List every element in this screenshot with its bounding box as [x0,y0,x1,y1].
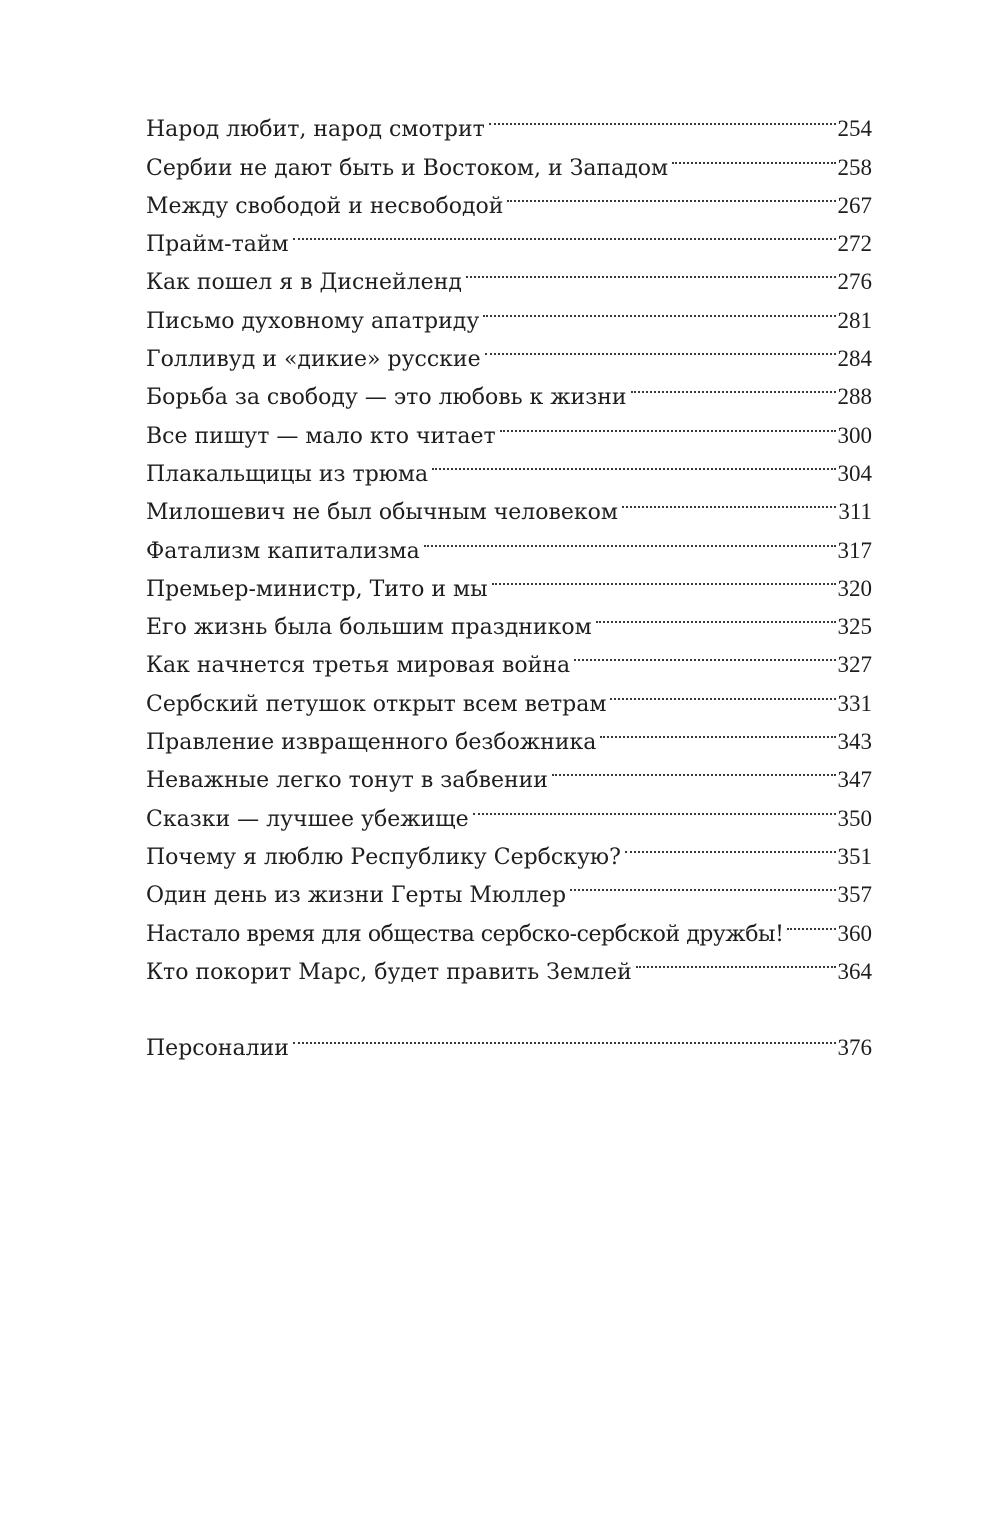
toc-entry-page: 254 [837,116,872,142]
toc-entry-title: Один день из жизни Герты Мюллер [146,883,567,909]
toc-entry-page: 258 [837,154,872,180]
toc-entry-page: 288 [837,384,872,410]
toc-entry-page: 376 [837,1035,872,1061]
toc-entry-page: 357 [837,882,872,908]
toc-entry-title: Народ любит, народ смотрит [146,117,485,143]
toc-entry-page: 364 [837,958,872,984]
toc-entry-appendix [146,1017,872,1062]
toc-entry-page: 317 [837,537,872,563]
dot-leader [631,366,836,404]
toc-entry-title: Голливуд и «дикие» русские [146,347,481,373]
toc-entry-page: 325 [837,614,872,640]
dot-leader [432,443,835,481]
dot-leader [596,596,836,634]
toc-entry-page: 276 [837,269,872,295]
toc-entry-title: Почему я люблю Республику Сербскую? [146,844,621,870]
dot-leader [483,289,835,327]
toc-entry-title: Кто покорит Марс, будет править Землей [146,959,632,985]
toc-entry-title: Плакальщицы из трюма [146,461,429,487]
toc-entry-page: 347 [837,767,872,793]
toc-entry-page: 320 [837,575,872,601]
toc-entry-title: Милошевич не был обычным человеком [146,500,618,526]
toc-entry-page: 360 [837,920,872,946]
dot-leader [485,328,836,366]
toc-entry-page: 304 [837,460,872,486]
dot-leader [507,175,835,213]
toc-entry-title: Как пошел я в Диснейленд [146,270,462,296]
toc-entry-title: Сербский петушок открыт всем ветрам [146,691,607,717]
toc-entry-page: 327 [837,652,872,678]
toc-entry-title: Неважные легко тонут в забвении [146,768,548,794]
toc-entry-title: Премьер-министр, Тито и мы [146,576,488,602]
dot-leader [574,634,835,672]
dot-leader [424,519,836,557]
toc-entry-page: 331 [837,690,872,716]
toc-entry-title: Сказки — лучшее убежище [146,806,469,832]
dot-leader [622,481,836,519]
toc-entry-page: 300 [837,422,872,448]
toc-entry-page: 272 [837,231,872,257]
toc-entry-page: 311 [838,499,872,525]
dot-leader [489,98,836,136]
toc-entry-title: Письмо духовному апатриду [146,308,480,334]
toc-entry-title: Все пишут — мало кто читает [146,423,496,449]
toc-entry-page: 343 [837,729,872,755]
toc-entry-title: Борьба за свободу — это любовь к жизни [146,385,627,411]
toc-entry [146,98,872,143]
dot-leader [672,136,835,174]
dot-leader [466,251,836,289]
toc-entry-page: 267 [837,192,872,218]
toc-entry-title: Его жизнь была большим праздником [146,615,592,641]
dot-leader [610,672,835,710]
dot-leader [492,558,836,596]
toc-entry-page: 284 [837,346,872,372]
dot-leader [600,711,835,749]
dot-leader [293,213,836,251]
toc-entry-title: Правление извращенного безбожника [146,730,597,756]
dot-leader [787,902,835,940]
toc-entry-page: 351 [837,843,872,869]
toc-entry-page: 281 [837,307,872,333]
dot-leader [293,1017,836,1055]
toc-entry-title: Сербии не дают быть и Востоком, и Западом [146,155,669,181]
dot-leader [625,826,836,864]
dot-leader [473,787,836,825]
toc-entry-title: Прайм-тайм [146,232,289,258]
dot-leader [570,864,835,902]
toc-entry-title: Настало время для общества сербско-сербской дружбы! [146,921,784,947]
toc-entry-page: 350 [837,805,872,831]
dot-leader [552,749,836,787]
toc-entry-title: Фатализм капитализма [146,538,420,564]
toc-entry-title: Как начнется третья мировая война [146,653,571,679]
toc-entry-title: Персоналии [146,1036,289,1062]
dot-leader [500,404,836,442]
dot-leader [636,941,836,979]
table-of-contents [146,98,872,1062]
toc-entry-title: Между свободой и несвободой [146,193,504,219]
